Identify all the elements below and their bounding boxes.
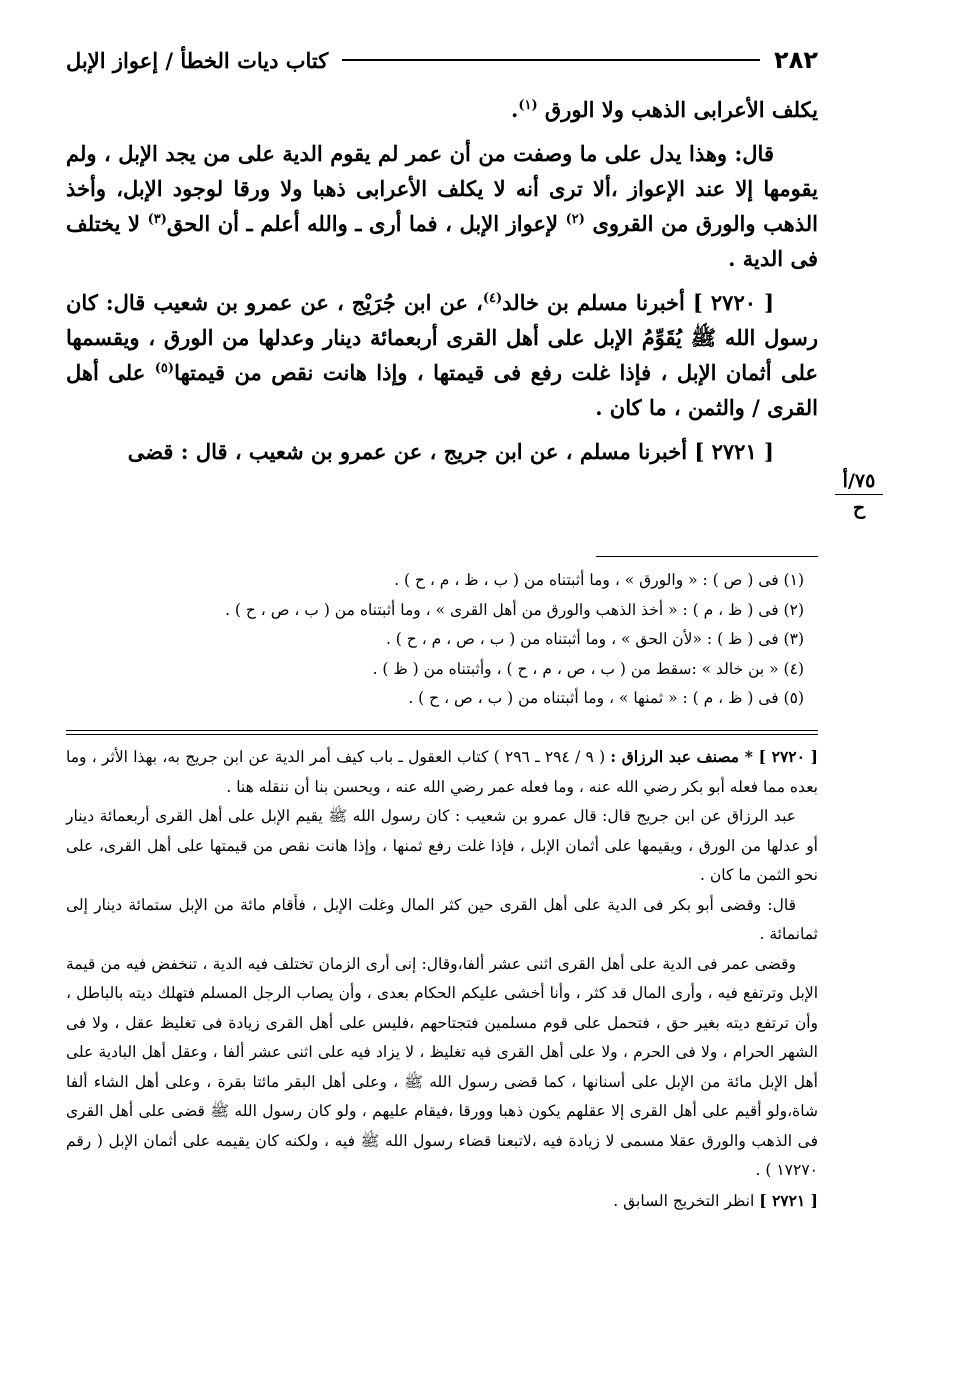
footnote-5: (٥) فى ( ظ ، م ) : « ثمنها » ، وما أثبتناه من ( ب ، ص ، ح ) . — [408, 689, 804, 707]
takhrij-2720: [ ٢٧٢٠ ] * مصنف عبد الرزاق : ( ٩ / ٢٩٤ ـ ٢٩٦ ) كتاب العقول ـ باب كيف أمر الدية عن ابن جريج به، بهذا الأثر ، وما بعده مما فعله أبو بكر رضي الله عنه ، وما فعله عمر رضي الله عنه ، ويحسن بنا أن ننقله هنا . — [66, 747, 818, 796]
footnotes — [66, 566, 818, 714]
takhrij-head: [ ٢٧٢١ ] — [759, 1190, 818, 1210]
hadith-lead: أخبرنا — [635, 290, 685, 315]
footnote-ref: (١) — [518, 98, 538, 113]
manuscript-margin-note — [832, 468, 886, 521]
takhrij-section — [66, 742, 818, 1216]
footnote-1: (١) فى ( ص ) : « والورق » ، وما أثبتناه من ( ب ، ظ ، م ، ح ) . — [394, 571, 804, 589]
footnote-rule — [596, 556, 818, 557]
hadith-number: [ ٢٧٢١ ] — [694, 439, 774, 464]
takhrij-2721: [ ٢٧٢١ ] انظر التخريج السابق . — [613, 1190, 818, 1210]
footnote-ref: (٢) — [565, 212, 585, 227]
takhrij-para: قال: وقضى أبو بكر فى الدية على أهل القرى حين كثر المال وغلت الإبل ، فأقام مائة من الإبل ستمائة دينار إلى ثمانمائة . — [66, 895, 818, 943]
paragraph-continuation: يكلف الأعرابى الذهب ولا الورق $^{(١)}$. — [511, 97, 818, 122]
footnote-ref: (٥) — [154, 361, 175, 376]
main-text — [66, 92, 818, 478]
folio-ref: ٧٥/أ — [842, 470, 876, 492]
hadith-number: [ ٢٧٢٠ ] — [692, 290, 775, 315]
takhrij-rule-thin — [66, 734, 818, 735]
takhrij-para: عبد الرزاق عن ابن جريج قال: قال عمرو بن شعيب : كان رسول الله ﷺ يقيم الإبل على أهل القرى أربعمائة دينار أو عدلها من الورق ، ويقيمها على أثمان الإبل ، فإذا غلت رفع ثمنها ، وإذا هانت نقص من قيمتها على أهل القرى، على نحو الثمن ما كان . — [66, 807, 818, 884]
footnote-ref: (٤) — [482, 291, 503, 306]
footnote-ref: (٣) — [147, 212, 167, 227]
hadith-lead: أخبرنا — [638, 439, 688, 464]
page-header — [66, 40, 818, 80]
qala-label: قال: — [734, 141, 774, 166]
running-title: كتاب ديات الخطأ / إعواز الإبل — [66, 47, 329, 73]
paragraph-qala: قال: وهذا يدل على ما وصفت من أن عمر لم يقوم الدية على من يجد الإبل ، ولم يقومها إلا عند الإعواز ،ألا ترى أنه لا يكلف الأعرابى ذهبا ولا ورقا لوجود الإبل، وأخذ الذهب والورق من القروى $^{(٢)}$ لإعواز الإبل ، فما أرى ـ والله أعلم ـ أن الحق$^{(٣)}$ لا يختلف فى الدية . — [66, 141, 819, 271]
header-rule — [342, 59, 760, 61]
hadith-2720: [ ٢٧٢٠ ] أخبرنا مسلم بن خالد$^{(٤)}$، عن ابن جُرَيْج ، عن عمرو بن شعيب قال: كان رسول الله ﷺ يُقَوِّمُ الإبل على أهل القرى أربعمائة دينار وعدلها من الورق ، ويقسمها على أثمان الإبل ، فإذا غلت رفع فى قيمتها ، وإذا هانت نقص من قيمتها$^{(٥)}$ على أهل القرى / والثمن ، ما كان . — [66, 290, 818, 420]
manuscript-siglum: ح — [852, 497, 866, 519]
footnote-3: (٣) فى ( ظ ) : «لأن الحق » ، وما أثبتناه من ( ب ، ص ، م ، ح ) . — [385, 630, 804, 648]
takhrij-rule — [66, 730, 818, 731]
footnote-4: (٤) « بن خالد » :سقط من ( ب ، ص ، م ، ح ) ، وأثبتناه من ( ظ ) . — [372, 659, 804, 678]
footnote-2: (٢) فى ( ظ ، م ) : « أخذ الذهب والورق من أهل القرى » ، وما أثبتناه من ( ب ، ص ، ح ) . — [225, 600, 804, 619]
page-number: ٢٨٢ — [774, 46, 818, 74]
takhrij-head: [ ٢٧٢٠ ] * مصنف عبد الرزاق : — [610, 747, 818, 766]
takhrij-para: وقضى عمر فى الدية على أهل القرى اثنى عشر ألفا،وقال: إنى أرى الزمان تختلف فيه الدية ، تنخفض فيه من قيمة الإبل وترتفع فيه ، وأرى المال قد كثر ، وأنا أخشى عليكم الحكام بعدى ، وأن يصاب الرجل المسلم فتهلك ديته بالباطل ، وأن ترتفع ديته بغير حق ، فتحمل على قوم مسلمين فتجتاحهم ،فليس على أهل القرى زيادة فى تغليظ عقل ، ولا فى الشهر الحرام ، ولا فى الحرم ، ولا على أهل القرى فيه تغليظ ، لا يزاد فيه على اثنى عشر ألفا ، وعقل أهل البادية على أهل الإبل مائة من الإبل على أسنانها ، كما قضى رسول الله ﷺ ، وعلى أهل البقر مائتا بقرة ، وعلى أهل الشاء ألفا شاة،ولو أقيم على أهل القرى إلا عقلهم يكون ذهبا وورقا ،فيقام عليهم ، ولو كان رسول الله ﷺ قضى على أهل القرى فى الذهب والورق عقلا مسمى لا زيادة فيه ،لاتبعنا قضاء رسول الله ﷺ فيه ، ولكنه كان يقيمه على أثمان الإبل ( رقم ١٧٢٧٠ ) . — [66, 954, 818, 1179]
hadith-2721: [ ٢٧٢١ ] أخبرنا مسلم ، عن ابن جريج ، عن عمرو بن شعيب ، قال : قضى — [127, 439, 774, 464]
